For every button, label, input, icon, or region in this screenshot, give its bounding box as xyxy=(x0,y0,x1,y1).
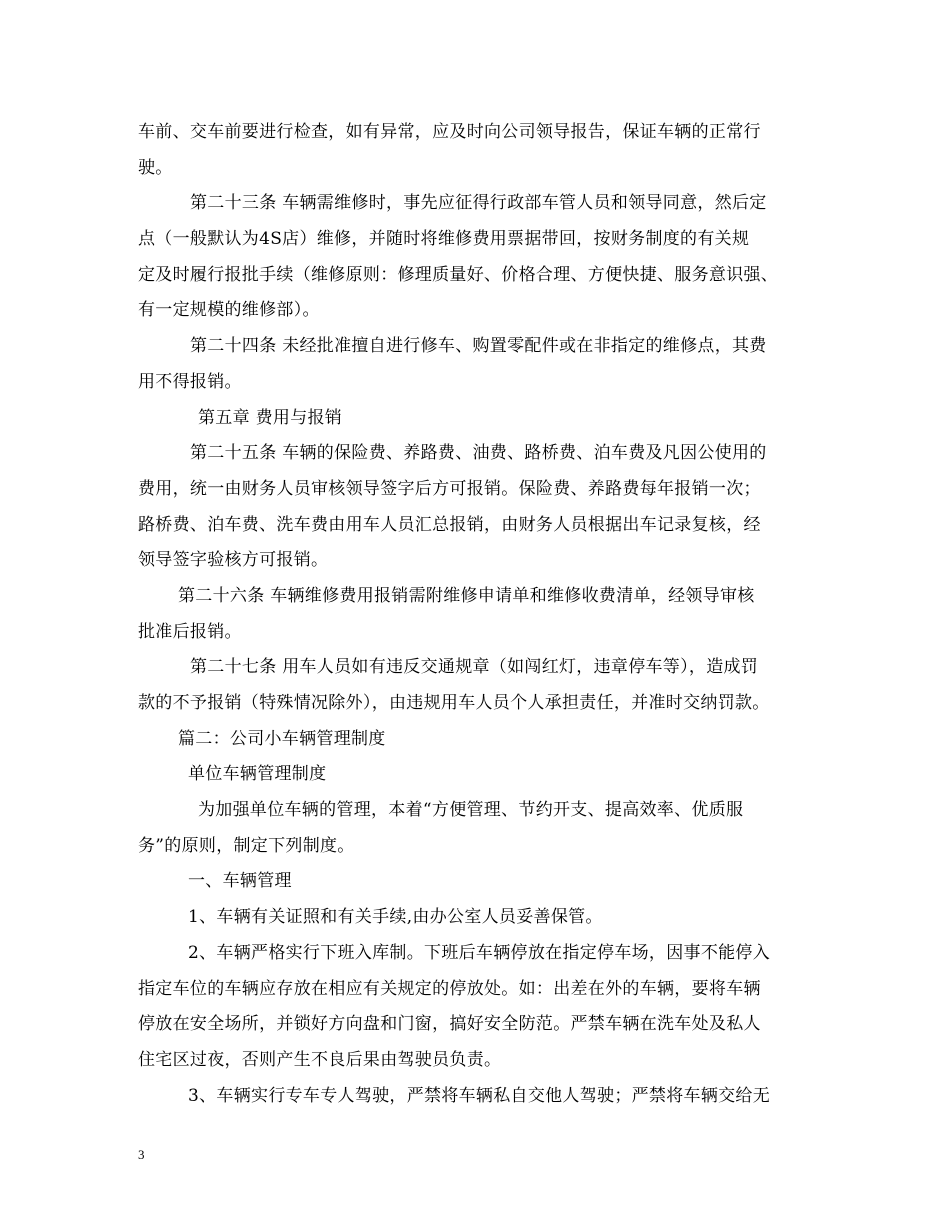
chapter-heading: 第五章 费用与报销 xyxy=(198,407,343,428)
paragraph-line: 费用，统一由财务人员审核领导签字后方可报销。保险费、养路费每年报销一次； xyxy=(138,478,761,499)
paragraph-line: 用不得报销。 xyxy=(138,371,242,392)
article-23-line: 第二十三条 车辆需维修时，事先应征得行政部车管人员和领导同意，然后定 xyxy=(190,193,767,214)
paragraph-line: 指定车位的车辆应存放在相应有关规定的停放处。如：出差在外的车辆，要将车辆 xyxy=(138,978,761,999)
paragraph-line: 车前、交车前要进行检查，如有异常，应及时向公司领导报告，保证车辆的正常行 xyxy=(138,122,761,142)
article-24-line: 第二十四条 未经批准擅自进行修车、购置零配件或在非指定的维修点，其费 xyxy=(190,336,767,357)
intro-paragraph-line: 为加强单位车辆的管理，本着“方便管理、节约开支、提高效率、优质服 xyxy=(198,800,744,821)
article-27-line: 第二十七条 用车人员如有违反交通规章（如闯红灯，违章停车等），造成罚 xyxy=(190,657,759,678)
article-26-line: 第二十六条 车辆维修费用报销需附维修申请单和维修收费清单，经领导审核 xyxy=(178,585,755,606)
paragraph-line: 务”的原则，制定下列制度。 xyxy=(138,835,355,856)
paragraph-line: 路桥费、泊车费、洗车费由用车人员汇总报销，由财务人员根据出车记录复核，经 xyxy=(138,514,761,535)
paragraph-line: 有一定规模的维修部）。 xyxy=(138,300,320,321)
rule-1-line: 1、车辆有关证照和有关手续,由办公室人员妥善保管。 xyxy=(188,907,603,928)
paragraph-line: 住宅区过夜，否则产生不良后果由驾驶员负责。 xyxy=(138,1049,502,1070)
paragraph-line: 定及时履行报批手续（维修原则：修理质量好、价格合理、方便快捷、服务意识强、 xyxy=(138,264,779,285)
rule-2-line: 2、车辆严格实行下班入库制。下班后车辆停放在指定停车场，因事不能停入 xyxy=(188,942,771,963)
paragraph-line: 停放在安全场所，并锁好方向盘和门窗，搞好安全防范。严禁车辆在洗车处及私人 xyxy=(138,1014,761,1035)
paragraph-line: 款的不予报销（特殊情况除外），由违规用车人员个人承担责任，并准时交纳罚款。 xyxy=(138,693,770,713)
section-title: 篇二：公司小车辆管理制度 xyxy=(178,728,386,749)
paragraph-line: 驶。 xyxy=(138,157,173,178)
paragraph-line: 点（一般默认为4S店）维修，并随时将维修费用票据带回，按财务制度的有关规 xyxy=(138,229,750,250)
body-text xyxy=(138,115,828,1114)
rule-3-line: 3、车辆实行专车专人驾驶，严禁将车辆私自交他人驾驶；严禁将车辆交给无 xyxy=(188,1085,771,1106)
article-25-line: 第二十五条 车辆的保险费、养路费、油费、路桥费、泊车费及凡因公使用的 xyxy=(190,443,767,464)
paragraph-line: 领导签字验核方可报销。 xyxy=(138,550,329,571)
document-subtitle: 单位车辆管理制度 xyxy=(188,764,327,785)
page-number: 3 xyxy=(138,1147,145,1162)
paragraph-line: 批准后报销。 xyxy=(138,621,242,642)
section-heading-vehicle-management: 一、车辆管理 xyxy=(188,871,292,892)
